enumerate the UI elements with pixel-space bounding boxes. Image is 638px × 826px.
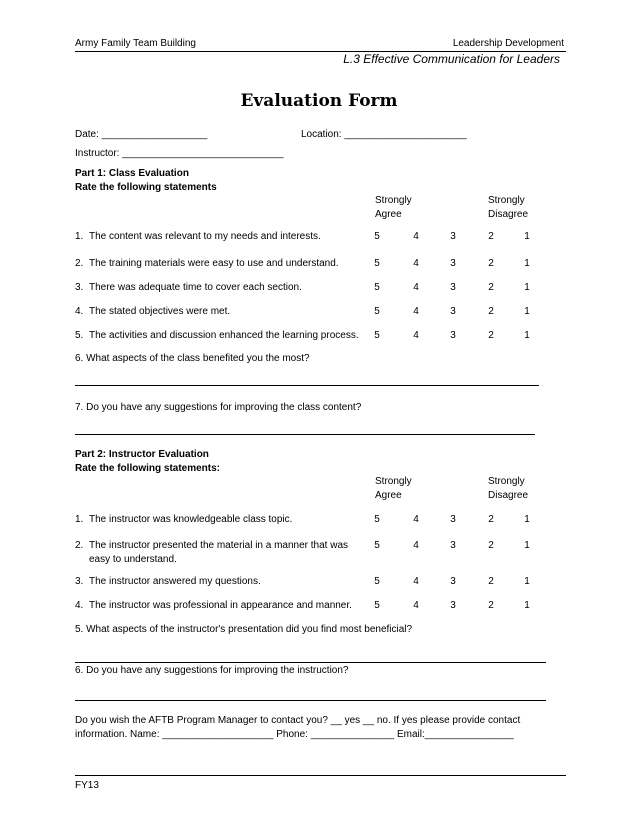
question-number: 4. (75, 306, 84, 317)
question-number: 1. (75, 231, 84, 242)
part1-subheading: Rate the following statements (75, 182, 217, 193)
question-text: The stated objectives were met. (89, 306, 231, 317)
part2-question-5: 5. What aspects of the instructor's presentation did you find most beneficial? (75, 624, 413, 635)
rating-option-5[interactable]: 5 (374, 258, 380, 269)
answer-line[interactable] (75, 662, 546, 663)
rating-option-5[interactable]: 5 (374, 600, 380, 611)
header-subtitle: L.3 Effective Communication for Leaders (343, 52, 560, 66)
part1-question-7: 7. Do you have any suggestions for improving the class content? (75, 402, 362, 413)
rating-option-3[interactable]: 3 (450, 600, 456, 611)
part2-question-6: 6. Do you have any suggestions for improving the instruction? (75, 665, 349, 676)
part1-strongly-agree-2: Agree (375, 209, 402, 220)
rating-option-2[interactable]: 2 (488, 306, 494, 317)
part2-heading: Part 2: Instructor Evaluation (75, 449, 209, 460)
part1-question-3 (75, 282, 302, 293)
rating-option-3[interactable]: 3 (450, 330, 456, 341)
form-title: Evaluation Form (240, 91, 398, 111)
rating-option-4[interactable]: 4 (413, 282, 419, 293)
rating-option-2[interactable]: 2 (488, 540, 494, 551)
rating-option-5[interactable]: 5 (374, 330, 380, 341)
date-field[interactable]: Date: ___________________ (75, 129, 208, 140)
rating-option-3[interactable]: 3 (450, 576, 456, 587)
rating-option-1[interactable]: 1 (524, 231, 530, 242)
rating-option-2[interactable]: 2 (488, 258, 494, 269)
rating-option-5[interactable]: 5 (374, 540, 380, 551)
rating-option-2[interactable]: 2 (488, 231, 494, 242)
part1-strongly-agree-1: Strongly (375, 195, 412, 206)
rating-option-2[interactable]: 2 (488, 330, 494, 341)
part1-question-1 (75, 231, 321, 242)
question-text: The activities and discussion enhanced the learning process. (89, 330, 359, 341)
part1-question-5 (75, 330, 359, 341)
footer-text: FY13 (75, 780, 99, 791)
answer-line[interactable] (75, 700, 546, 701)
answer-line[interactable] (75, 385, 539, 386)
contact-line-2[interactable]: information. Name: ____________________ Phone: _______________ Email:________________ (75, 729, 514, 740)
question-number: 3. (75, 282, 84, 293)
question-number: 4. (75, 600, 84, 611)
rating-option-5[interactable]: 5 (374, 576, 380, 587)
rating-option-3[interactable]: 3 (450, 540, 456, 551)
rating-option-4[interactable]: 4 (413, 576, 419, 587)
part2-question-4 (75, 600, 352, 611)
contact-line-1: Do you wish the AFTB Program Manager to contact you? __ yes __ no. If yes please provide contact (75, 715, 521, 726)
answer-line[interactable] (75, 434, 535, 435)
question-number: 3. (75, 576, 84, 587)
rating-option-1[interactable]: 1 (524, 600, 530, 611)
rating-option-1[interactable]: 1 (524, 576, 530, 587)
rating-option-5[interactable]: 5 (374, 306, 380, 317)
part1-heading: Part 1: Class Evaluation (75, 168, 189, 179)
rating-option-4[interactable]: 4 (413, 231, 419, 242)
question-text: The instructor answered my questions. (89, 576, 261, 587)
rating-option-3[interactable]: 3 (450, 282, 456, 293)
part2-question-2-cont: easy to understand. (89, 554, 177, 565)
part2-question-2 (75, 540, 348, 551)
question-number: 5. (75, 330, 84, 341)
part2-strongly-disagree-1: Strongly (488, 476, 525, 487)
rating-option-4[interactable]: 4 (413, 540, 419, 551)
rating-option-3[interactable]: 3 (450, 514, 456, 525)
header-right: Leadership Development (452, 38, 564, 49)
rating-option-4[interactable]: 4 (413, 514, 419, 525)
part1-question-6: 6. What aspects of the class benefited you the most? (75, 353, 310, 364)
rating-option-1[interactable]: 1 (524, 306, 530, 317)
question-number: 2. (75, 540, 84, 551)
rating-option-3[interactable]: 3 (450, 258, 456, 269)
part2-strongly-agree-1: Strongly (375, 476, 412, 487)
rating-option-4[interactable]: 4 (413, 600, 419, 611)
question-number: 2. (75, 258, 84, 269)
rating-option-5[interactable]: 5 (374, 282, 380, 293)
part2-question-3 (75, 576, 261, 587)
question-text: The instructor was professional in appearance and manner. (89, 600, 352, 611)
part1-strongly-disagree-1: Strongly (488, 195, 525, 206)
rating-option-2[interactable]: 2 (488, 576, 494, 587)
rating-option-5[interactable]: 5 (374, 231, 380, 242)
part2-strongly-agree-2: Agree (375, 490, 402, 501)
part2-subheading: Rate the following statements: (75, 463, 221, 474)
question-text: The instructor presented the material in a manner that was (89, 540, 349, 551)
rating-option-3[interactable]: 3 (450, 231, 456, 242)
location-field[interactable]: Location: ______________________ (301, 129, 467, 140)
part2-strongly-disagree-2: Disagree (488, 490, 529, 501)
footer-divider (75, 775, 566, 776)
rating-option-1[interactable]: 1 (524, 282, 530, 293)
rating-option-2[interactable]: 2 (488, 514, 494, 525)
question-text: There was adequate time to cover each section. (89, 282, 302, 293)
question-text: The instructor was knowledgeable class topic. (89, 514, 293, 525)
rating-option-4[interactable]: 4 (413, 306, 419, 317)
rating-option-3[interactable]: 3 (450, 306, 456, 317)
part2-question-1 (75, 514, 292, 525)
rating-option-4[interactable]: 4 (413, 258, 419, 269)
rating-option-1[interactable]: 1 (524, 514, 530, 525)
rating-option-5[interactable]: 5 (374, 514, 380, 525)
rating-option-2[interactable]: 2 (488, 282, 494, 293)
rating-option-4[interactable]: 4 (413, 330, 419, 341)
question-text: The content was relevant to my needs and interests. (89, 231, 321, 242)
question-text: The training materials were easy to use and understand. (89, 258, 339, 269)
instructor-field[interactable]: Instructor: _____________________________ (75, 148, 284, 159)
part1-question-2 (75, 258, 339, 269)
part1-question-4 (75, 306, 230, 317)
rating-option-2[interactable]: 2 (488, 600, 494, 611)
rating-option-1[interactable]: 1 (524, 258, 530, 269)
rating-option-1[interactable]: 1 (524, 540, 530, 551)
part1-strongly-disagree-2: Disagree (488, 209, 529, 220)
header-left: Army Family Team Building (75, 38, 196, 49)
rating-option-1[interactable]: 1 (524, 330, 530, 341)
question-number: 1. (75, 514, 84, 525)
